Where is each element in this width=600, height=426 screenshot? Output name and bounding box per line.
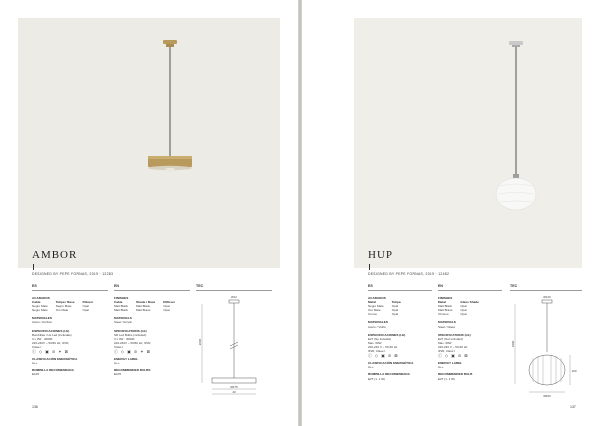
page-right	[302, 0, 600, 426]
finishes-header: Cable	[114, 300, 123, 305]
weee-icon: ⊠	[64, 349, 68, 355]
spec-line: E27 (Not included)	[438, 336, 463, 341]
finishes-table	[438, 300, 504, 316]
es-specs	[368, 296, 434, 381]
col-en-head: EN	[438, 284, 443, 288]
spec-line: 220-240 V ~ 50-60 Hz	[438, 344, 468, 349]
bulb-label: RECOMMENDED BULB	[438, 372, 473, 377]
acabados-header: Metal	[368, 300, 376, 305]
finishes-cell: Matt Brass	[438, 308, 453, 313]
spec-line: 220-240V ~ 50/60 Hz, IP20,	[114, 340, 152, 345]
ambor-tech-drawing	[196, 294, 280, 398]
espec-line: Clase I	[32, 344, 42, 349]
finishes-cell: Matt Black	[136, 304, 151, 309]
bombilla-label: BOMBILLA RECOMENDADA	[368, 372, 410, 377]
ip20-icon: ◇	[39, 349, 43, 355]
page-left	[0, 0, 298, 426]
finishes-label: FINISHES	[438, 296, 453, 300]
acabados-cell: Opal	[391, 308, 399, 313]
acabados-cell: Opal	[82, 304, 89, 309]
led-icon: ✦	[140, 349, 144, 355]
materiales-label: MATERIALES	[32, 316, 52, 321]
finishes-header: Glass Shade	[460, 300, 479, 305]
dim-sub: 40	[232, 390, 236, 394]
finishes-header: Diffuser	[163, 300, 175, 305]
spec-line: 3 x 3W · 3000K	[114, 336, 135, 341]
title-accent	[369, 264, 370, 270]
product-title: HUP	[368, 249, 394, 261]
energy-label: ENERGY LABEL	[438, 361, 463, 366]
weee-icon: ⊠	[464, 353, 468, 359]
hup-lamp-image	[354, 18, 582, 268]
dimmer-icon: ⊘	[387, 353, 392, 359]
dim-top: Ø120	[543, 295, 551, 299]
bombilla-value: E2T (1. 1 W)	[368, 376, 385, 381]
designed-by: DESIGNED BY PEPE FORNAS, 2019 · 12482	[368, 272, 450, 276]
acabados-cell: Oro Mate	[55, 308, 69, 313]
dim-diameter: Ø300	[543, 394, 551, 398]
acabados-cell: Negro Mate	[368, 304, 384, 309]
col-es-head: ES	[368, 284, 373, 288]
materials-value: Steel / Acrylic	[114, 320, 133, 325]
materiales-label: MATERIALES	[368, 320, 388, 325]
bulb-label: RECOMMENDED BULBS	[114, 368, 151, 373]
materials-value: Steel / Glass	[438, 324, 456, 329]
ambor-photo	[18, 18, 280, 268]
dim-top: Ø12	[231, 295, 237, 299]
spec-line: Class I	[114, 344, 124, 349]
page-number: 136	[32, 405, 38, 409]
energy-value: A++	[114, 361, 120, 366]
dimmer-icon: ⊘	[457, 353, 462, 359]
materials-label: MATERIALS	[438, 320, 456, 325]
bulb-value: E2T (1. 1 W)	[438, 376, 455, 381]
col-tec-head: TEC	[196, 284, 204, 288]
hup-tech-drawing	[510, 294, 584, 398]
ce-mark-icon: ⓒ	[438, 353, 442, 359]
finishes-cell: Matt Brass	[136, 308, 151, 313]
ce-mark-icon: ⓒ	[368, 353, 372, 359]
finishes-header: Shade / Base	[136, 300, 156, 305]
bulb-value: E105	[114, 372, 122, 377]
rule-tec	[196, 290, 272, 291]
acabados-cell: Oro Mate	[368, 308, 381, 313]
weee-icon: ⊠	[146, 349, 150, 355]
dimmer-icon: ⊘	[133, 349, 138, 355]
acabados-header: Tulipa / Base	[55, 300, 75, 305]
acabados-label: ACABADOS	[32, 296, 50, 300]
finishes-cell: Opal	[460, 308, 467, 313]
espec-line: Max. 60W	[368, 340, 382, 345]
ip20-icon: ◇	[375, 353, 379, 359]
materials-label: MATERIALS	[114, 316, 132, 321]
rule-en	[114, 290, 190, 291]
acabados-header: Tulipa	[391, 300, 401, 305]
energy-label: ENERGY LABEL	[114, 357, 139, 362]
dim-shade-height: 190	[571, 369, 577, 373]
led-icon: ✦	[58, 349, 62, 355]
spec-label: SPECIFICATIONS (LE)	[114, 328, 147, 333]
acabados-cell: Opal	[391, 304, 399, 309]
acabados-cell: Cromo	[368, 312, 378, 317]
dim-height: 1800	[511, 340, 515, 348]
ce-mark-icon: ⓒ	[32, 349, 36, 355]
acabados-cell: Opal	[391, 312, 399, 317]
rule-en	[438, 290, 502, 291]
col-en-head: EN	[114, 284, 119, 288]
espec-line: 220-240 V ~ 50-60 Hz	[368, 344, 398, 349]
col-es-head: ES	[32, 284, 37, 288]
es-specs	[32, 296, 110, 377]
espec-line: Bombillas / LH Led (incluidas)	[32, 332, 72, 337]
acabados-cell: Opal	[82, 308, 89, 313]
acabados-cell: Negro Mate	[32, 304, 48, 309]
en-specs	[114, 296, 192, 377]
class-icon: ▣	[45, 349, 49, 355]
dimmer-icon: ⊘	[51, 349, 56, 355]
espec-line: E27 (No incluida)	[368, 336, 392, 341]
ambor-lamp-image	[18, 18, 280, 268]
acabados-table	[368, 300, 434, 316]
clasif-value: A++	[368, 365, 374, 370]
clasif-value: A++	[32, 361, 38, 366]
espec-line: IP20, Clase I	[368, 349, 386, 354]
acabados-header: Cable	[32, 300, 41, 305]
bombilla-value: E105	[32, 372, 40, 377]
acabados-table	[32, 300, 110, 312]
acabados-label: ACABADOS	[368, 296, 386, 300]
spec-label: SPECIFICATIONS (LE)	[438, 332, 471, 337]
dim-height: 2006	[198, 338, 202, 346]
rule-es	[368, 290, 432, 291]
col-tec-head: TEC	[510, 284, 518, 288]
designed-by: DESIGNED BY PEPE FORNAS, 2019 · 12283	[32, 272, 114, 276]
energy-value: A++	[438, 365, 444, 370]
spec-line: SR Led Bulbs (included)	[114, 332, 147, 337]
bombilla-label: BOMBILLA RECOMENDADA	[32, 368, 74, 373]
clasif-label: CLASIFICACIÓN ENERGÉTICA	[32, 357, 78, 362]
rule-es	[32, 290, 108, 291]
dim-diameter: Ø475	[230, 385, 238, 389]
finishes-cell: Opal	[460, 312, 467, 317]
espec-line: 3 x 3W · 3000K	[32, 336, 53, 341]
ce-mark-icon: ⓒ	[114, 349, 118, 355]
materiales-value: Acero / Vidrio	[368, 324, 386, 329]
finishes-cell: Opal	[163, 308, 170, 313]
acabados-cell: Negro Mate	[55, 304, 72, 309]
ip20-icon: ◇	[445, 353, 449, 359]
finishes-label: FINISHES	[114, 296, 129, 300]
ip20-icon: ◇	[121, 349, 125, 355]
espec-line: 220-240V ~ 50/60 Hz, IP20,	[32, 340, 70, 345]
acabados-header: Difusor	[82, 300, 94, 305]
espec-label: ESPECIFICACIONES (LE)	[32, 328, 70, 333]
class-icon: ▣	[451, 353, 455, 359]
weee-icon: ⊠	[394, 353, 398, 359]
finishes-cell: Opal	[163, 304, 170, 309]
en-specs	[438, 296, 504, 381]
product-title: AMBOR	[32, 249, 78, 261]
spec-line: IP20, Class I	[438, 349, 456, 354]
finishes-cell: Opal	[460, 304, 467, 309]
page-number: 137	[570, 405, 576, 409]
acabados-cell: Negro Mate	[32, 308, 48, 313]
finishes-cell: Matt Black	[114, 304, 129, 309]
finishes-cell: Chrome	[438, 312, 449, 317]
finishes-cell: Matt Black	[438, 304, 453, 309]
class-icon: ▣	[381, 353, 385, 359]
class-icon: ▣	[127, 349, 131, 355]
clasif-label: CLASIFICACIÓN ENERGÉTICA	[368, 361, 414, 366]
espec-label: ESPECIFICACIONES (LE)	[368, 332, 406, 337]
spec-line: Max. 60W	[438, 340, 452, 345]
title-accent	[33, 264, 34, 270]
materiales-value: Acero / Acrílico	[32, 320, 53, 325]
hup-photo	[354, 18, 582, 268]
finishes-header: Metal	[438, 300, 446, 305]
finishes-table	[114, 300, 192, 312]
finishes-cell: Matt Black	[114, 308, 129, 313]
rule-tec	[510, 290, 582, 291]
